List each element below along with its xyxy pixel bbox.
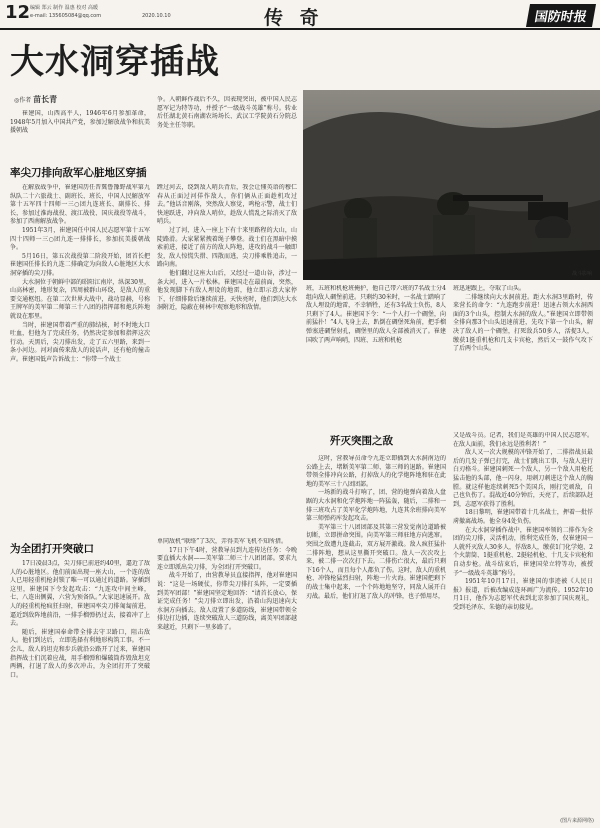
byline <box>14 94 57 105</box>
subhead-2: 为全团打开突破口 <box>10 543 94 555</box>
column-3-b <box>306 455 446 817</box>
intro-paragraph: 争。入朝鲜作战后不久，因表现突出，被中国人民志愿军记为特等功，并授予“一级战斗英雄”称号。转业后任湖北黄石南湖农场场长、武汉工学院黄石分院总务处主任等职。 <box>157 96 297 129</box>
paragraph: 二排继续向大水洞前进。距大水洞3里路时，传来营长的命令：“九连跑步前进！迅速占领大水洞西面的3个山头，控制大水洞的敌人。”崔建国立即带领全排向那3个山头迅速前进，先攻下第一个山头，解决了敌人的一个碉堡，打死敌兵50多人，活捉3人，缴获1挺重机枪和几支卡宾枪，然后又一鼓作气攻下了后两个山头。 <box>453 293 593 353</box>
paragraph: 一场新的战斗打响了，团、营的炮弹向着敌人盘踞的大水洞和化学炮阵地一阵猛轰，随后，二排和一排三班攻占了美军化学炮阵地，九连其余班排向美军第三师弹药库发起攻击。 <box>306 489 446 523</box>
paragraph: 班，五班和机枪班掩护，他自己带六班的7名战士分4组向敌人碉堡前进。只剩约30米时，一名战士踏响了敌人埋设的地雷，不幸牺牲，还有3名战士负伤，8人只剩下了4人。崔建国下令：“一个人打一个碉堡，向前猛扑！”4人飞身上去，趴倒在碉堡死角前，把手榴弹塞进碉堡射孔，碉堡里的敌人全部被消灭了。崔建国吹了两声响哨，四班、五班和机枪 <box>306 285 446 344</box>
intro-column-2 <box>157 96 297 158</box>
article-title: 大水洞穿插战 <box>10 42 220 82</box>
column-1-a <box>10 184 150 532</box>
paragraph: 蹚过河去，绕到敌人哨兵背后，我会让懂英语的穆仁春从正面过河佯作敌人，你们俩从正面趁机攻过去。”他话音刚落，突然敌人察觉，鸣枪示警，战士们快速跃进，冲向敌人哨位，趁敌人慌乱之际消灭了敌哨兵。 <box>157 184 297 226</box>
page-header <box>0 0 600 30</box>
email-line: e-mail: 135605084@qq.com <box>30 13 102 19</box>
byline-label: ◎作者 <box>14 97 32 104</box>
paragraph: 美军第三十八团团部及其第三营发觉南边道路被切断，立即拼命突围。向美军第三师驻地方向逃窜。突围之敌遭九连截击，双方展开激战。敌人疯狂猛扑二排阵地，想从这里撕开突破口。敌人一次次攻上来，被二排一次次打下去。二排伤亡很大，最后只剩下16个人，而且每个人都负了伤。这时，敌人的重机枪、冲锋枪猛烈扫射，阵地一片火海。崔建国把剩下的战士集中起来，一个个阵地地坚守，同敌人展开白刃战。最后，他们打退了敌人的冲锋，也子弹用尽， <box>306 523 446 600</box>
article-photo <box>303 90 600 280</box>
newspaper-logo: 国防时报 <box>526 4 596 27</box>
paragraph: 单同敌机“联络”了3次，弄得美军飞机不知所措。 <box>157 538 287 545</box>
soldiers-photo-image <box>303 90 600 280</box>
paragraph: 随后，崔建国奉命带全排去守卫路口，阻击敌人。他们到达后，立即选择有利地形构筑工事。不一会儿，敌人的坦克和步兵就沿公路开了过来，崔建国指挥战士们沉着应战，用手榴弹和爆破筒炸毁敌坦克两辆，打退了敌人的多次冲击，为全团打开了突破口。 <box>10 628 150 679</box>
paragraph: 班迅速跟上，夺取了山头。 <box>453 285 526 292</box>
page-number: 12 <box>5 2 31 23</box>
paragraph: 在解放战争中，崔建国历任晋冀鲁豫野战军第九纵队二十六旅战士、副班长、班长，中国人民解放军第十五军四十四师一三○团九连班长、副排长、排长，参加过淮海战役、渡江战役、国庆战役等战斗，参加了西南解放战争。 <box>10 184 150 226</box>
editor-meta <box>30 4 171 20</box>
column-1-b <box>10 560 150 818</box>
paragraph: 敌人又一次大规模的冲锋开始了，二排指战员最后的几发子弹已打完，战士们跳出工事，与敌人进行白刃格斗。崔建国刺死一个敌人，另一个敌人用枪托猛击他的头部，他一闪身，用刺刀刺进这个敌人的胸膛。就这样他连续刺死5个美国兵，刚打完顽敌，自己也负伤了。混战近40分钟后，天亮了，后续部队赶到，志愿军获得了胜利。 <box>453 449 593 508</box>
paragraph: 5月16日，第五次战役第二阶段开始，团首长把崔建国任排长的九连二排确定为向敌人心脏地区大水洞穿插的尖刀排。 <box>10 252 150 277</box>
paragraph: 1951年10月17日，崔建国的事迹被《人民日报》报道，后被改编成连环画广为流传。1952年10月1日，他作为志愿军代表到北京参加了国庆观礼，受到毛泽东、朱德的亲切接见。 <box>453 578 593 611</box>
intro-paragraph: 崔建国，山西高平人，1946年6月参加革命，1948年5月加入中国共产党，参加过解放战争和抗美援朝战 <box>10 110 150 135</box>
byline-author: 苗长青 <box>33 95 58 104</box>
paragraph: 在大水洞穿插作战中，崔建国率领的二排作为全团的尖刀排，灵活机动，胜利完成任务，仅崔建国一人就歼灭敌人30多人，俘敌8人，缴获1门化学炮、2个火箭筒、1挺重机枪、2挺轻机枪、十几支卡宾枪和自动步枪。战斗结束后，崔建国荣立特等功，被授予“一级战斗英雄”称号。 <box>453 526 593 577</box>
issue-date: 2020.10.10 <box>142 13 171 19</box>
column-4-a <box>453 285 593 425</box>
section-title: 传 奇 <box>264 7 324 29</box>
paragraph: 这时，营教导员命令九连立即插到大水洞南边的公路上去，堵断美军第二师、第三师的退路。崔建国带领全排冲向公路，打掉敌人的化学炮阵地和驻在此地的美军三十八团团部。 <box>306 455 446 488</box>
column-2-a <box>157 184 297 532</box>
paragraph: 18日黎明，崔建国带着十几名战士，押着一批俘虏撤离战场。他全身4处负伤。 <box>453 509 593 525</box>
intro-column-1 <box>10 110 150 158</box>
paragraph: 大水洞位于朝鲜中部的昭阳江南岸，纵深30里，山高林密，地形复杂，四周被群山环绕，是敌人的重要交通枢纽。在第二次世界大战中，战功显赫，号称王牌军的美军第二师第三十八团的指挥部和炮兵阵地就设在那里。 <box>10 278 150 320</box>
paragraph: 17日凌晨3点，尖刀排已前进约40里，逼近了敌人的心脏地区。他们前面出现一座大山，一个连的敌人已用轻重机枪封锁了唯一可以通过的道路。穿插到这里，崔建国下令发起攻击：“九连攻中间主峰，七、八连出侧翼，六营为预备队。”大家迅速展开。敌人的轻重机枪疯狂扫射，崔建国率尖刀排匍匐前进，逼近到敌阵地前沿，一排手榴弹扔过去，接着冲了上去。 <box>10 560 150 628</box>
subhead-1: 率尖刀排向敌军心脏地区穿插 <box>10 167 147 179</box>
paragraph: 战斗开始了，由营教导员直接指挥，他对崔建国说：“这是一场硬仗，你带尖刀排打头阵，一定要插到美军团部！”崔建国坚定地回答：“请首长放心，保证完成任务！”尖刀排立即出发，沿着山沟迅速向大水洞方向插去。敌人设置了多道防线，崔建国带领全排边打边插，连续突破敌人三道防线，离美军团部越来越近，只剩下一里多路了。 <box>157 572 297 631</box>
subhead-3: 歼灭突围之敌 <box>330 435 393 447</box>
paragraph: 过了河，进入一座上下有十来里路程的大山，山陡路滑。大家紧紧拽着绳子攀登。战士们在黑暗中摸索前进，接近了前方的敌人阵地，进攻的战斗一触即发，敌人惊慌失措、四散而逃，尖刀排乘胜追击，一路向南。 <box>157 226 297 269</box>
photo-credit: 战斗影响 <box>571 271 592 277</box>
paragraph: 他们翻过这座大山后，又经过一道山谷，涉过一条大河，进入一片松林。崔建国走在最前面，突然，他发现脚下有敌人埋设的地雷，他立即示意大家停下，仔细排除后继续前进。天快亮时，他们到达大水洞附近，隐蔽在树林中观察地形和敌情。 <box>157 269 297 312</box>
column-3-a <box>306 285 446 425</box>
paragraph: 17日下午4时，营教导员到九连传达任务：今晚要直插大水洞——美军第二师三十八团团部。要求九连立即派出尖刀排，为全团打开突破口。 <box>157 546 297 571</box>
paragraph: 又是战斗员。记者，我们是英雄的中国人民志愿军。在敌人面前，我们永远是胜利者！” <box>453 432 593 448</box>
footer-credit: (图片来源网络) <box>560 818 594 824</box>
column-4-b <box>453 432 593 816</box>
column-2-b <box>157 538 297 818</box>
editor-line: 编辑 郑云 制作 温惠 校对 高暖 <box>30 5 98 11</box>
paragraph: 1951年3月，崔建国任中国人民志愿军第十五军四十四师一三○团九连一排排长，参加抗美援朝战争。 <box>10 226 150 252</box>
paragraph: 当时，崔建国带着严重的肺结核，时不时地大口吐血，但他为了完成任务，仍然决定参加和指挥这次行动。天黑后，尖刀排出发，走了五六里路，来到一条小河边。河对面传来敌人的说话声，还有枪的撞击声。崔建国低声告诉战士：“你带一个战士 <box>10 321 150 363</box>
